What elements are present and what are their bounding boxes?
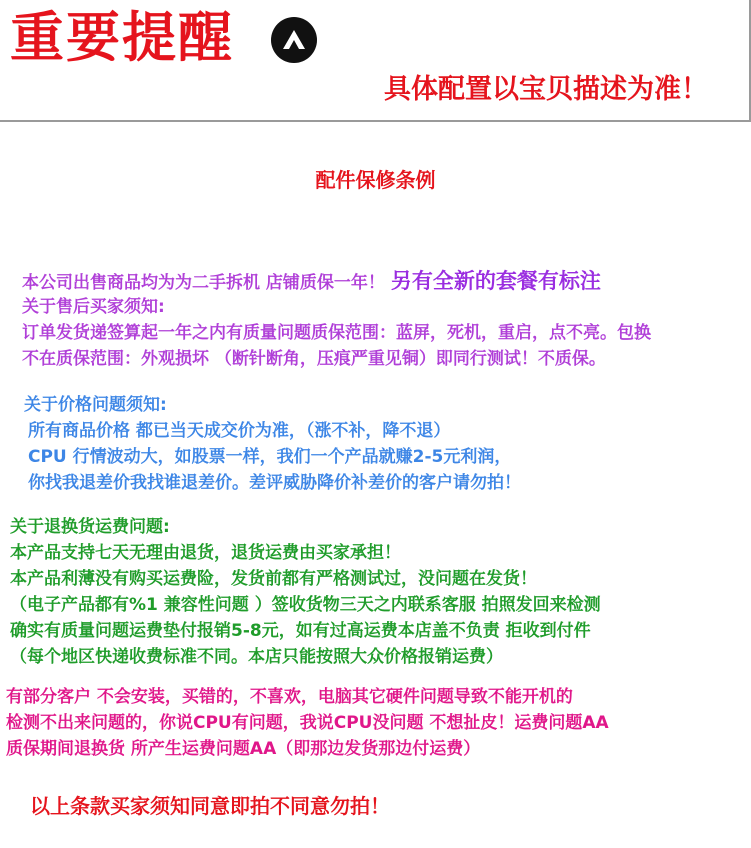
section-title: 配件保修条例 xyxy=(315,168,436,192)
warranty-line-1 xyxy=(22,268,601,296)
return-heading: 关于退换货运费问题: xyxy=(10,517,170,537)
return-line-5: （每个地区快递收费标准不同。本店只能按照大众价格报销运费） xyxy=(10,647,503,667)
warranty-statement: 本公司出售商品均为为二手拆机 店铺质保一年！ xyxy=(22,273,385,293)
after-sales-heading: 关于售后买家须知: xyxy=(22,297,165,317)
page-title: 重要提醒 xyxy=(10,6,234,69)
return-line-2: 本产品利薄没有购买运费险，发货前都有严格测试过，没问题在发货！ xyxy=(10,569,537,589)
final-note: 以上条款买家须知同意即拍不同意勿拍！ xyxy=(30,794,390,818)
new-package-note: 另有全新的套餐有标注 xyxy=(390,269,601,293)
return-line-1: 本产品支持七天无理由退货，退货运费由买家承担！ xyxy=(10,543,401,563)
return-line-3: （电子产品都有%1 兼容性问题 ）签收货物三天之内联系客服 拍照发回来检测 xyxy=(10,595,601,615)
header-banner xyxy=(0,0,751,122)
price-heading: 关于价格问题须知: xyxy=(24,395,167,415)
warranty-scope: 订单发货递签算起一年之内有质量问题质保范围：蓝屏，死机，重启，点不亮。包换 xyxy=(22,323,651,343)
warranty-exclusion: 不在质保范围：外观损坏 （断针断角，压痕严重见铜）即同行测试！不质保。 xyxy=(22,349,606,369)
customer-issue-line-2: 检测不出来问题的，你说CPU有问题，我说CPU没问题 不想扯皮！运费问题AA xyxy=(6,713,609,733)
price-line-2: CPU 行情波动大，如股票一样，我们一个产品就赚2-5元利润， xyxy=(28,447,512,467)
return-line-4: 确实有质量问题运费垫付报销5-8元，如有过高运费本店盖不负责 拒收到付件 xyxy=(10,621,591,641)
chevron-up-circle-logo-icon xyxy=(270,16,318,64)
customer-issue-line-1: 有部分客户 不会安装，买错的，不喜欢，电脑其它硬件问题导致不能开机的 xyxy=(6,687,573,707)
price-line-3: 你找我退差价我找谁退差价。差评威胁降价补差价的客户请勿拍！ xyxy=(28,473,521,493)
customer-issue-line-3: 质保期间退换货 所产生运费问题AA（即那边发货那边付运费） xyxy=(6,739,481,759)
config-notice: 具体配置以宝贝描述为准！ xyxy=(384,74,708,105)
price-line-1: 所有商品价格 都已当天成交价为准，（涨不补，降不退） xyxy=(28,421,451,441)
